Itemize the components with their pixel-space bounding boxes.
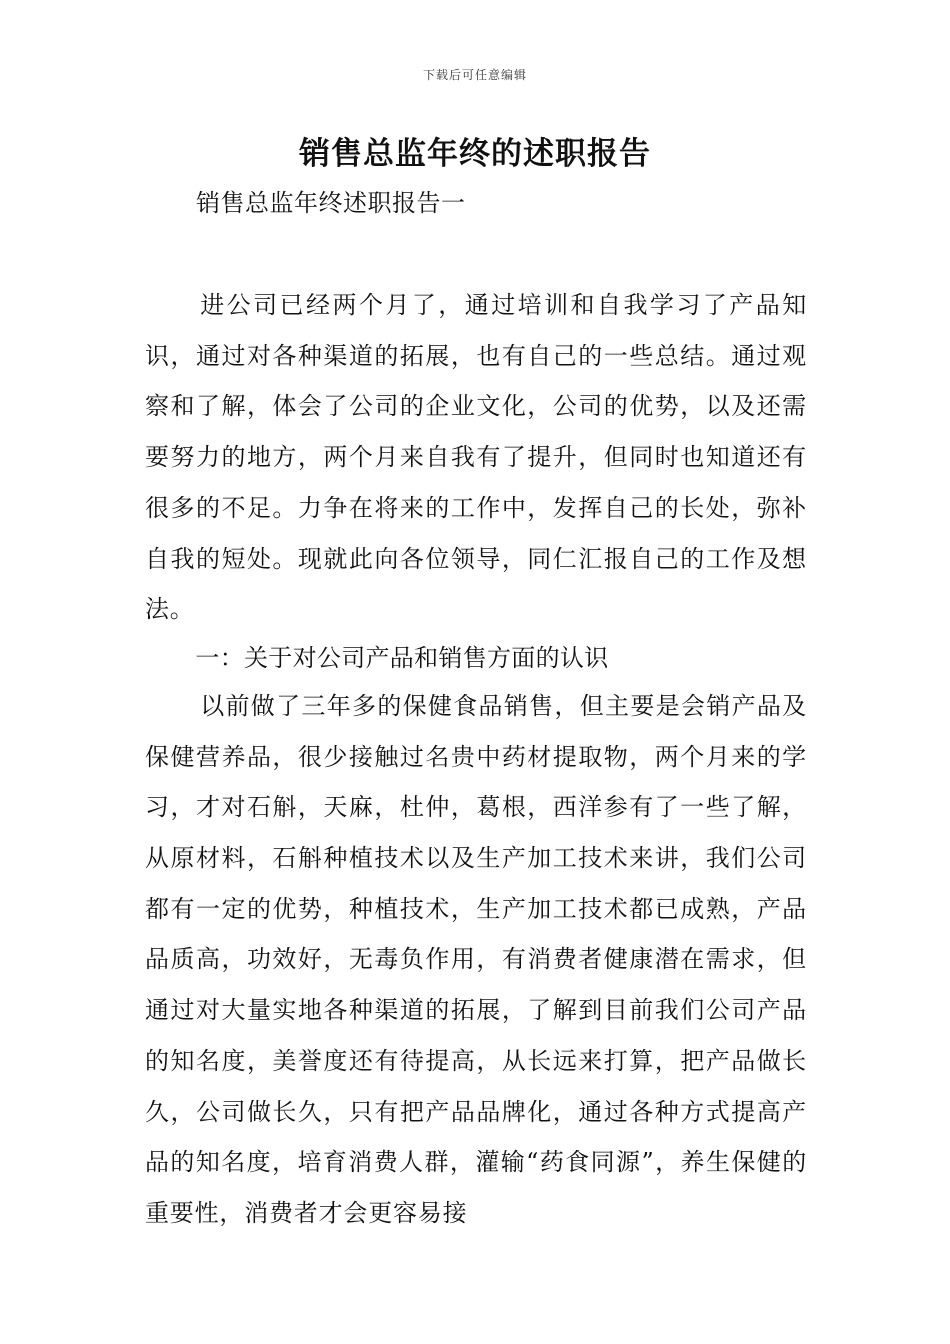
intro-paragraph: 进公司已经两个月了，通过培训和自我学习了产品知识，通过对各种渠道的拓展，也有自己的一些总结。通过观察和了解，体会了公司的企业文化，公司的优势，以及还需要努力的地方，两个月来自我有了提升，但同时也知道还有很多的不足。力争在将来的工作中，发挥自己的长处，弥补自我的短处。现就此向各位领导，同仁汇报自己的工作及想法。	[145, 291, 807, 624]
document-body	[145, 280, 807, 1239]
document-subtitle: 销售总监年终述职报告一	[196, 189, 466, 217]
header-note: 下载后可任意编辑	[422, 68, 527, 82]
section-paragraph: 以前做了三年多的保健食品销售，但主要是会销产品及保健营养品，很少接触过名贵中药材提取物，两个月来的学习，才对石斛，天麻，杜仲，葛根，西洋参有了一些了解，从原材料，石斛种植技术以及生产加工技术来讲，我们公司都有一定的优势，种植技术，生产加工技术都已成熟，产品品质高，功效好，无毒负作用，有消费者健康潜在需求，但通过对大量实地各种渠道的拓展，了解到目前我们公司产品的知名度，美誉度还有待提高，从长远来打算，把产品做长久，公司做长久，只有把产品品牌化，通过各种方式提高产品的知名度，培育消费人群，灌输“药食同源”，养生保健的重要性，消费者才会更容易接	[145, 691, 807, 1227]
document-title: 销售总监年终的述职报告	[299, 136, 651, 172]
section-heading: 一：关于对公司产品和销售方面的认识	[195, 643, 609, 672]
